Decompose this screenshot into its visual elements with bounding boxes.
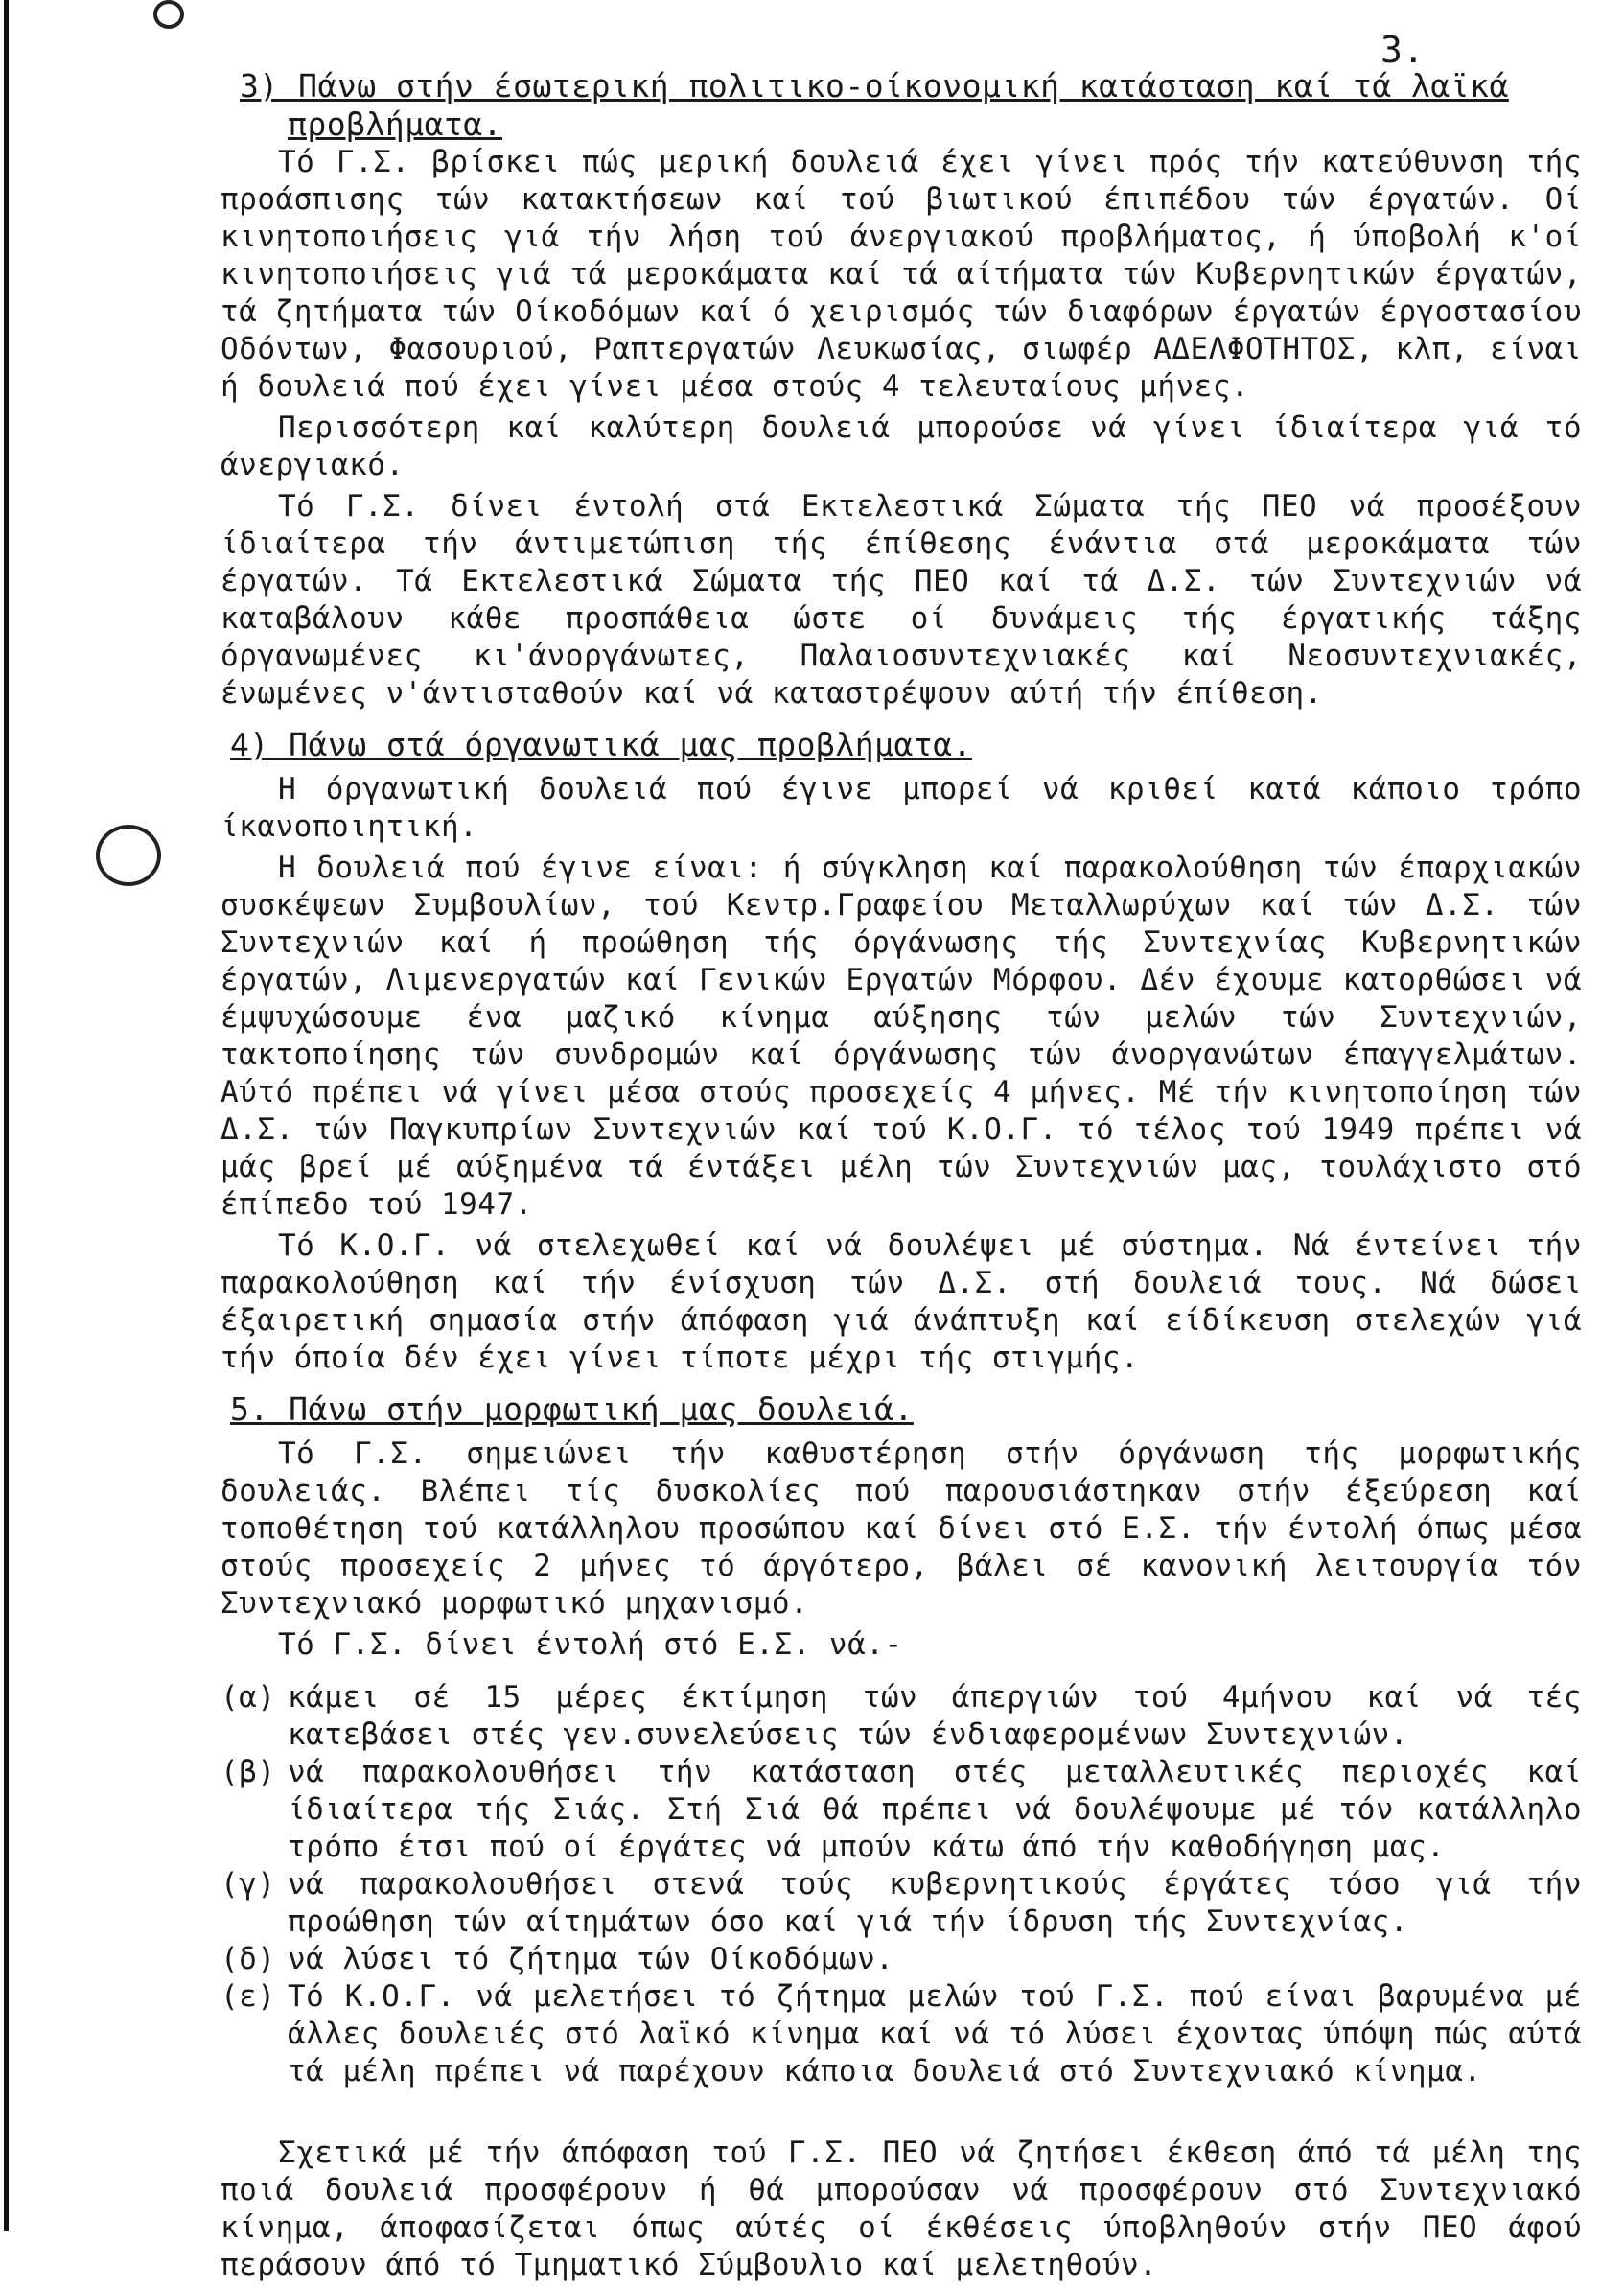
left-edge-line: [4, 0, 9, 2231]
item-text: νά λύσει τό ζήτημα τών Οίκοδόμων.: [288, 1942, 894, 1976]
section-5-paragraph-2: Τό Γ.Σ. δίνει έντολή στό Ε.Σ. νά.-: [278, 1627, 903, 1662]
section-5-heading: 5. Πάνω στήν μορφωτική μας δουλειά.: [230, 1390, 914, 1428]
document-body: [220, 67, 1582, 2288]
item-text: Τό Κ.Ο.Γ. νά μελετήσει τό ζήτημα μελών τού Γ.Σ. πού είναι βαρυμένα μέ άλλες δουλειές στό λαϊκό κίνημα καί νά τό λύσει έχοντας ύπόψη πώς αύτά τά μέλη πρέπει νά παρέχουν κάποια δουλειά στό Συντεχνιακό κίνημα.: [288, 1979, 1582, 2089]
item-text: κάμει σέ 15 μέρες έκτίμηση τών άπεργιών τού 4μήνου καί νά τές κατεβάσει στές γεν.συνελεύσεις τών ένδιαφερομένων Συντεχνιών.: [288, 1680, 1582, 1752]
section-4-heading: 4) Πάνω στά όργανωτικά μας προβλήματα.: [230, 726, 972, 763]
section-4-paragraph-1: Η όργανωτική δουλειά πού έγινε μπορεί νά κριθεί κατά κάποιο τρόπο ίκανοποιητική.: [220, 772, 1582, 844]
item-marker: (δ): [220, 1942, 276, 1976]
section-3-paragraph-1: Τό Γ.Σ. βρίσκει πώς μερική δουλειά έχει γίνει πρός τήν κατεύθυνση τής προάσπισης τών κατακτήσεων καί τού βιωτικού έπιπέδου τών έργατών. Οί κινητοποιήσεις γιά τήν λήση τού άνεργιακού προβλήματος, ή ύποβολή κ'οί κινητοποιήσεις γιά τά μεροκάματα καί τά αίτήματα τών Κυβερνητικών έργατών, τά ζητήματα τών Οίκοδόμων καί ό χειρισμός τών διαφόρων έργατών έργοστασίου Οδόντων, Φασουριού, Ραπτεργατών Λευκωσίας, σιωφέρ ΑΔΕΛΦΟΤΗΤΟΣ, κλπ, είναι ή δουλειά πού έχει γίνει μέσα στούς 4 τελευταίους μήνες.: [220, 145, 1582, 404]
margin-circle-mark: [96, 825, 161, 886]
section-5-paragraph-1: Τό Γ.Σ. σημειώνει τήν καθυστέρηση στήν όργάνωση τής μορφωτικής δουλειάς. Βλέπει τίς δυσκολίες πού παρουσιάστηκαν στήν έξεύρεση καί τοποθέτηση τού κατάλληλου προσώπου καί δίνει στό Ε.Σ. τήν έντολή όπως μέσα στούς προσεχείς 2 μήνες τό άργότερο, βάλει σέ κανονική λειτουργία τόν Συντεχνιακό μορφωτικό μηχανισμό.: [220, 1436, 1582, 1621]
page-number: 3.: [1380, 29, 1425, 71]
item-marker: (γ): [220, 1867, 276, 1902]
item-marker: (ε): [220, 1979, 276, 2014]
section-5: [220, 1390, 1582, 2284]
section-3-paragraph-2: Περισσότερη καί καλύτερη δουλειά μπορούσε νά γίνει ίδιαίτερα γιά τό άνεργιακό.: [220, 410, 1582, 482]
item-marker: (α): [220, 1680, 276, 1715]
section-3-paragraph-3: Τό Γ.Σ. δίνει έντολή στά Εκτελεστικά Σώματα τής ΠΕΟ νά προσέξουν ίδιαίτερα τήν άντιμετώπιση τής έπίθεσης ένάντια στά μεροκάματα τών έργατών. Τά Εκτελεστικά Σώματα τής ΠΕΟ καί τά Δ.Σ. τών Συντεχνιών νά καταβάλουν κάθε προσπάθεια ώστε οί δυνάμεις τής έργατικής τάξης όργανωμένες κι'άνοργάνωτες, Παλαιοσυντεχνιακές καί Νεοσυντεχνιακές, ένωμένες ν'άντισταθούν καί νά καταστρέψουν αύτή τήν έπίθεση.: [220, 489, 1582, 711]
closing-paragraph: Σχετικά μέ τήν άπόφαση τού Γ.Σ. ΠΕΟ νά ζητήσει έκθεση άπό τά μέλη της ποιά δουλειά προσφέρουν ή θά μπορούσαν νά προσφέρουν στό Συντεχνιακό κίνημα, άποφασίζεται όπως αύτές οί έκθέσεις ύποβληθούν στήν ΠΕΟ άφού περάσουν άπό τό Τμηματικό Σύμβουλιο καί μελετηθούν.: [220, 2136, 1582, 2282]
section-3-heading-line1: 3) Πάνω στήν έσωτερική πολιτικο-οίκονομική κατάσταση καί τά λαϊκά: [240, 67, 1509, 105]
section-5-item-list: [220, 1679, 1582, 2090]
section-4: [220, 726, 1582, 1377]
section-3-heading-line2: προβλήματα.: [288, 105, 503, 143]
list-item: [220, 1978, 1582, 2090]
margin-corner-mark: [153, 0, 184, 29]
list-item: [220, 1941, 1582, 1978]
item-text: νά παρακολουθήσει τήν κατάσταση στές μεταλλευτικές περιοχές καί ίδιαίτερα τής Σιάς. Στή Σιά θά πρέπει νά δουλέψουμε μέ τόν κατάλληλο τρόπο έτσι πού οί έργάτες νά μπούν κάτω άπό τήν καθοδήγηση μας.: [288, 1755, 1582, 1864]
item-text: νά παρακολουθήσει στενά τούς κυβερνητικούς έργάτες τόσο γιά τήν προώθηση τών αίτημάτων όσο καί γιά τήν ίδρυση τής Συντεχνίας.: [288, 1867, 1582, 1939]
list-item: [220, 1754, 1582, 1866]
list-item: [220, 1679, 1582, 1754]
item-marker: (β): [220, 1755, 276, 1789]
section-3: [220, 67, 1582, 712]
section-4-paragraph-3: Τό Κ.Ο.Γ. νά στελεχωθεί καί νά δουλέψει μέ σύστημα. Νά έντείνει τήν παρακολούθηση καί τήν ένίσχυση τών Δ.Σ. στή δουλειά τους. Νά δώσει έξαιρετική σημασία στήν άπόφαση γιά άνάπτυξη καί είδίκευση στελεχών γιά τήν όποία δέν έχει γίνει τίποτε μέχρι τής στιγμής.: [220, 1228, 1582, 1375]
section-4-paragraph-2: Η δουλειά πού έγινε είναι: ή σύγκληση καί παρακολούθηση τών έπαρχιακών συσκέψεων Συμβουλίων, τού Κεντρ.Γραφείου Μεταλλωρύχων καί τών Δ.Σ. τών Συντεχνιών καί ή προώθηση τής όργάνωσης τής Συντεχνίας Κυβερνητικών έργατών, Λιμενεργατών καί Γενικών Εργατών Μόρφου. Δέν έχουμε κατορθώσει νά έμψυχώσουμε ένα μαζικό κίνημα αύξησης τών μελών τών Συντεχνιών, τακτοποίησης τών συνδρομών καί όργάνωσης τών άνοργανώτων έπαγγελμάτων. Αύτό πρέπει νά γίνει μέσα στούς προσεχείς 4 μήνες. Μέ τήν κινητοποίηση τών Δ.Σ. τών Παγκυπρίων Συντεχνιών καί τού Κ.Ο.Γ. τό τέλος τού 1949 πρέπει νά μάς βρεί μέ αύξημένα τά έντάξει μέλη τών Συντεχνιών μας, τουλάχιστο στό έπίπεδο τού 1947.: [220, 851, 1582, 1222]
list-item: [220, 1866, 1582, 1941]
